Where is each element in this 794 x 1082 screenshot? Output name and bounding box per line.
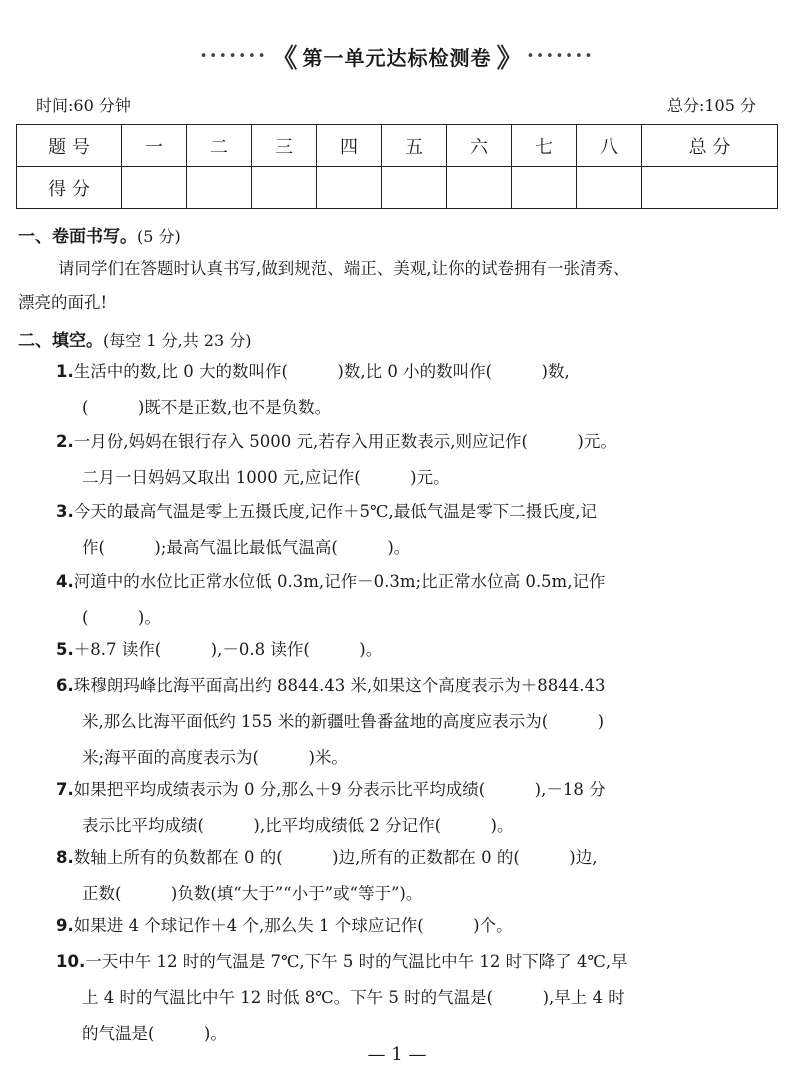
question-text: 数轴上所有的负数都在 0 的( )边,所有的正数都在 0 的( )边,: [73, 848, 598, 867]
score-table-header-row: [17, 125, 778, 167]
question-text: 二月一日妈妈又取出 1000 元,应记作( )元。: [82, 468, 450, 487]
question-line: [56, 876, 780, 912]
question-text: 米,那么比海平面低约 155 米的新疆吐鲁番盆地的高度应表示为( ): [82, 712, 605, 731]
table-header-cell: 七: [512, 125, 577, 167]
decorative-dots-icon: •••••••: [199, 49, 268, 64]
question-text: 河道中的水位比正常水位低 0.3m,记作－0.3m;比正常水位高 0.5m,记作: [73, 572, 606, 591]
score-cell: [122, 167, 187, 209]
section-1-heading: [18, 222, 181, 247]
question-number: 7.: [56, 780, 74, 799]
question-text: ( )既不是正数,也不是负数。: [82, 398, 332, 417]
question-line: [56, 460, 780, 496]
question-line: [56, 494, 780, 530]
score-row-label: 得 分: [17, 167, 122, 209]
table-header-cell: 一: [122, 125, 187, 167]
question-item: [56, 354, 780, 426]
question-text: 表示比平均成绩( ),比平均成绩低 2 分记作( )。: [82, 816, 514, 835]
question-text: 如果进 4 个球记作＋4 个,那么失 1 个球应记作( )个。: [73, 916, 513, 935]
question-item: [56, 944, 780, 1052]
section-1-text-line: 漂亮的面孔!: [18, 293, 108, 312]
table-header-cell: 总 分: [642, 125, 778, 167]
question-number: 1.: [56, 362, 74, 381]
question-line: [56, 564, 780, 600]
table-header-cell: 三: [252, 125, 317, 167]
question-line: [56, 632, 780, 668]
question-text: 生活中的数,比 0 大的数叫作( )数,比 0 小的数叫作( )数,: [73, 362, 570, 381]
question-item: [56, 840, 780, 912]
question-line: [56, 530, 780, 566]
question-text: 一月份,妈妈在银行存入 5000 元,若存入用正数表示,则应记作( )元。: [73, 432, 617, 451]
question-text: 作( );最高气温比最低气温高( )。: [82, 538, 411, 557]
question-number: 9.: [56, 916, 74, 935]
section-points: (5 分): [137, 227, 181, 246]
question-text: 如果把平均成绩表示为 0 分,那么＋9 分表示比平均成绩( ),－18 分: [73, 780, 606, 799]
section-heading: 二、填空。: [18, 331, 103, 351]
question-text: 的气温是( )。: [82, 1024, 227, 1043]
question-line: [56, 668, 780, 704]
table-header-cell: 题 号: [17, 125, 122, 167]
question-item: [56, 632, 780, 668]
question-item: [56, 424, 780, 496]
right-brace-icon: 》: [496, 44, 523, 74]
question-line: [56, 424, 780, 460]
question-line: [56, 944, 780, 980]
question-line: [56, 600, 780, 636]
score-cell: [252, 167, 317, 209]
question-text: 上 4 时的气温比中午 12 时低 8℃。下午 5 时的气温是( ),早上 4 时: [82, 988, 625, 1007]
score-cell: [642, 167, 778, 209]
question-item: [56, 668, 780, 776]
table-header-cell: 五: [382, 125, 447, 167]
question-number: 5.: [56, 640, 74, 659]
question-number: 2.: [56, 432, 74, 451]
score-cell: [512, 167, 577, 209]
question-text: 一天中午 12 时的气温是 7℃,下午 5 时的气温比中午 12 时下降了 4℃,早: [85, 952, 628, 971]
question-item: [56, 564, 780, 636]
score-cell: [577, 167, 642, 209]
question-line: [56, 390, 780, 426]
question-item: [56, 772, 780, 844]
question-number: 8.: [56, 848, 74, 867]
table-header-cell: 四: [317, 125, 382, 167]
section-heading: 一、卷面书写。: [18, 227, 137, 247]
question-line: [56, 908, 780, 944]
score-table-score-row: [17, 167, 778, 209]
question-line: [56, 704, 780, 740]
section-points: (每空 1 分,共 23 分): [103, 331, 252, 350]
page-number: — 1 —: [367, 1044, 427, 1065]
decorative-dots-icon: •••••••: [526, 49, 595, 64]
section-1-text-line: 请同学们在答题时认真书写,做到规范、端正、美观,让你的试卷拥有一张清秀、: [58, 259, 630, 278]
score-cell: [447, 167, 512, 209]
table-header-cell: 八: [577, 125, 642, 167]
score-cell: [382, 167, 447, 209]
title-banner: [0, 38, 794, 75]
score-cell: [187, 167, 252, 209]
question-text: 米;海平面的高度表示为( )米。: [82, 748, 348, 767]
section-2-heading: [18, 326, 251, 351]
page-title: 第一单元达标检测卷: [302, 46, 492, 70]
question-number: 10.: [56, 952, 86, 971]
table-header-cell: 六: [447, 125, 512, 167]
question-item: [56, 908, 780, 944]
question-line: [56, 740, 780, 776]
score-cell: [317, 167, 382, 209]
question-number: 6.: [56, 676, 74, 695]
exam-time: 时间:60 分钟: [36, 96, 131, 115]
question-line: [56, 840, 780, 876]
question-text: ＋8.7 读作( ),－0.8 读作( )。: [73, 640, 383, 659]
question-text: 珠穆朗玛峰比海平面高出约 8844.43 米,如果这个高度表示为＋8844.43: [73, 676, 606, 695]
title-decoration: [199, 38, 595, 75]
question-line: [56, 772, 780, 808]
question-item: [56, 494, 780, 566]
left-brace-icon: 《: [271, 44, 298, 74]
exam-total: 总分:105 分: [666, 96, 756, 115]
question-line: [56, 808, 780, 844]
table-header-cell: 二: [187, 125, 252, 167]
question-number: 4.: [56, 572, 74, 591]
question-text: 正数( )负数(填“大于”“小于”或“等于”)。: [82, 884, 423, 903]
question-text: ( )。: [82, 608, 161, 627]
question-text: 今天的最高气温是零上五摄氏度,记作＋5℃,最低气温是零下二摄氏度,记: [73, 502, 597, 521]
question-line: [56, 354, 780, 390]
question-line: [56, 980, 780, 1016]
score-table: [16, 124, 778, 209]
question-number: 3.: [56, 502, 74, 521]
